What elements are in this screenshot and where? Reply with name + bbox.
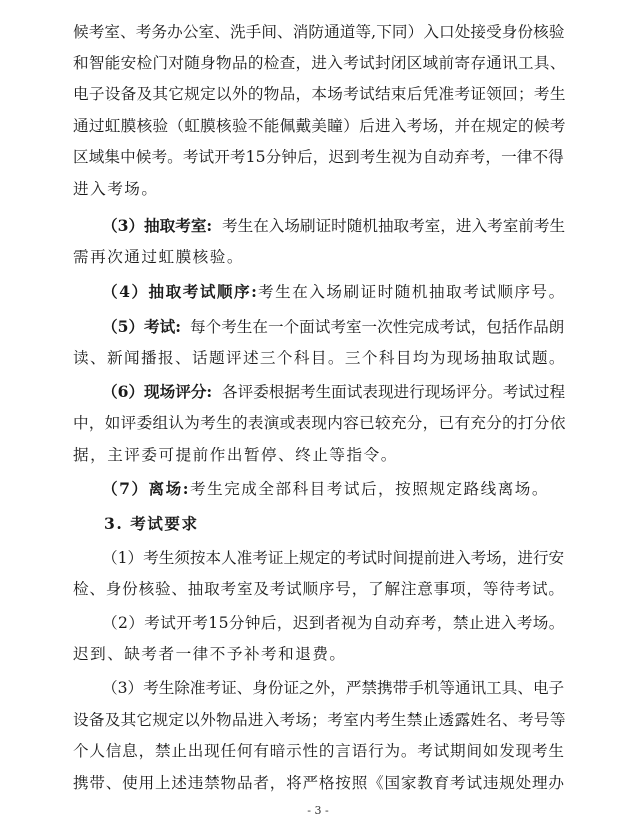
req-3-text: （3）考生除准考证、身份证之外，严禁携带手机等通讯工具、电子: [102, 679, 565, 697]
section-heading: 3. 考试要求: [104, 514, 199, 533]
item-6-text-cont: 中，如评委组认为考生的表演或表现内容已较充分，已有充分的打分依: [73, 414, 566, 432]
item-7-text: 考生完成全部科目考试后，按照规定路线离场。: [190, 480, 549, 498]
item-5-label: （5）考试:: [102, 317, 181, 336]
page-number: - 3 -: [307, 804, 329, 817]
req-3-text-cont: 携带、使用上述违禁物品者，将严格按照《国家教育考试违规处理办: [73, 774, 565, 792]
item-6-label: （6）现场评分:: [102, 382, 213, 401]
req-3-text-cont: 设备及其它规定以外物品进入考场；考室内考生禁止透露姓名、考号等: [73, 711, 566, 729]
item-3-text-cont: 需再次通过虹膜核验。: [73, 248, 244, 266]
item-6-text-cont: 据，主评委可提前作出暂停、终止等指令。: [73, 446, 398, 464]
paragraph-text: 电子设备及其它规定以外的物品，本场考试结束后凭准考证领回；考生: [73, 85, 566, 103]
req-1-text-cont: 检、身份核验、抽取考室及考试顺序号，了解注意事项，等待考试。: [73, 580, 565, 598]
item-3-label: （3）抽取考室:: [102, 216, 213, 235]
item-7-label: （7）离场:: [102, 479, 190, 498]
item-4-label: （4）抽取考试顺序:: [102, 282, 259, 301]
item-3-text: 考生在入场刷证时随机抽取考室，进入考室前考生: [222, 217, 566, 235]
req-2-text: （2）考试开考15分钟后，迟到者视为自动弃考，禁止进入考场。: [102, 614, 565, 632]
req-2-text-cont: 迟到、缺考者一律不予补考和退费。: [73, 645, 347, 663]
req-3-text-cont: 个人信息，禁止出现任何有暗示性的言语行为。考试期间如发现考生: [73, 742, 565, 760]
item-6-text: 各评委根据考生面试表现进行现场评分。考试过程: [222, 383, 566, 401]
paragraph-text: 区域集中候考。考试开考15分钟后，迟到考生视为自动弃考，一律不得: [73, 148, 564, 166]
paragraph-text: 进入考场。: [73, 180, 159, 198]
paragraph-text: 和智能安检门对随身物品的检查，进入考试封闭区域前寄存通讯工具、: [73, 54, 566, 72]
paragraph-text: 候考室、考务办公室、洗手间、消防通道等,下同）入口处接受身份核验: [73, 23, 565, 41]
paragraph-text: 通过虹膜核验（虹膜核验不能佩戴美瞳）后进入考场，并在规定的候考: [73, 117, 566, 135]
item-5-text: 每个考生在一个面试考室一次性完成考试，包括作品朗: [190, 318, 565, 336]
item-4-text: 考生在入场刷证时随机抽取考试顺序号。: [258, 283, 566, 301]
item-5-text-cont: 读、新闻播报、话题评述三个科目。三个科目均为现场抽取试题。: [73, 349, 566, 367]
req-1-text: （1）考生须按本人准考证上规定的考试时间提前进入考场，进行安: [102, 549, 565, 567]
